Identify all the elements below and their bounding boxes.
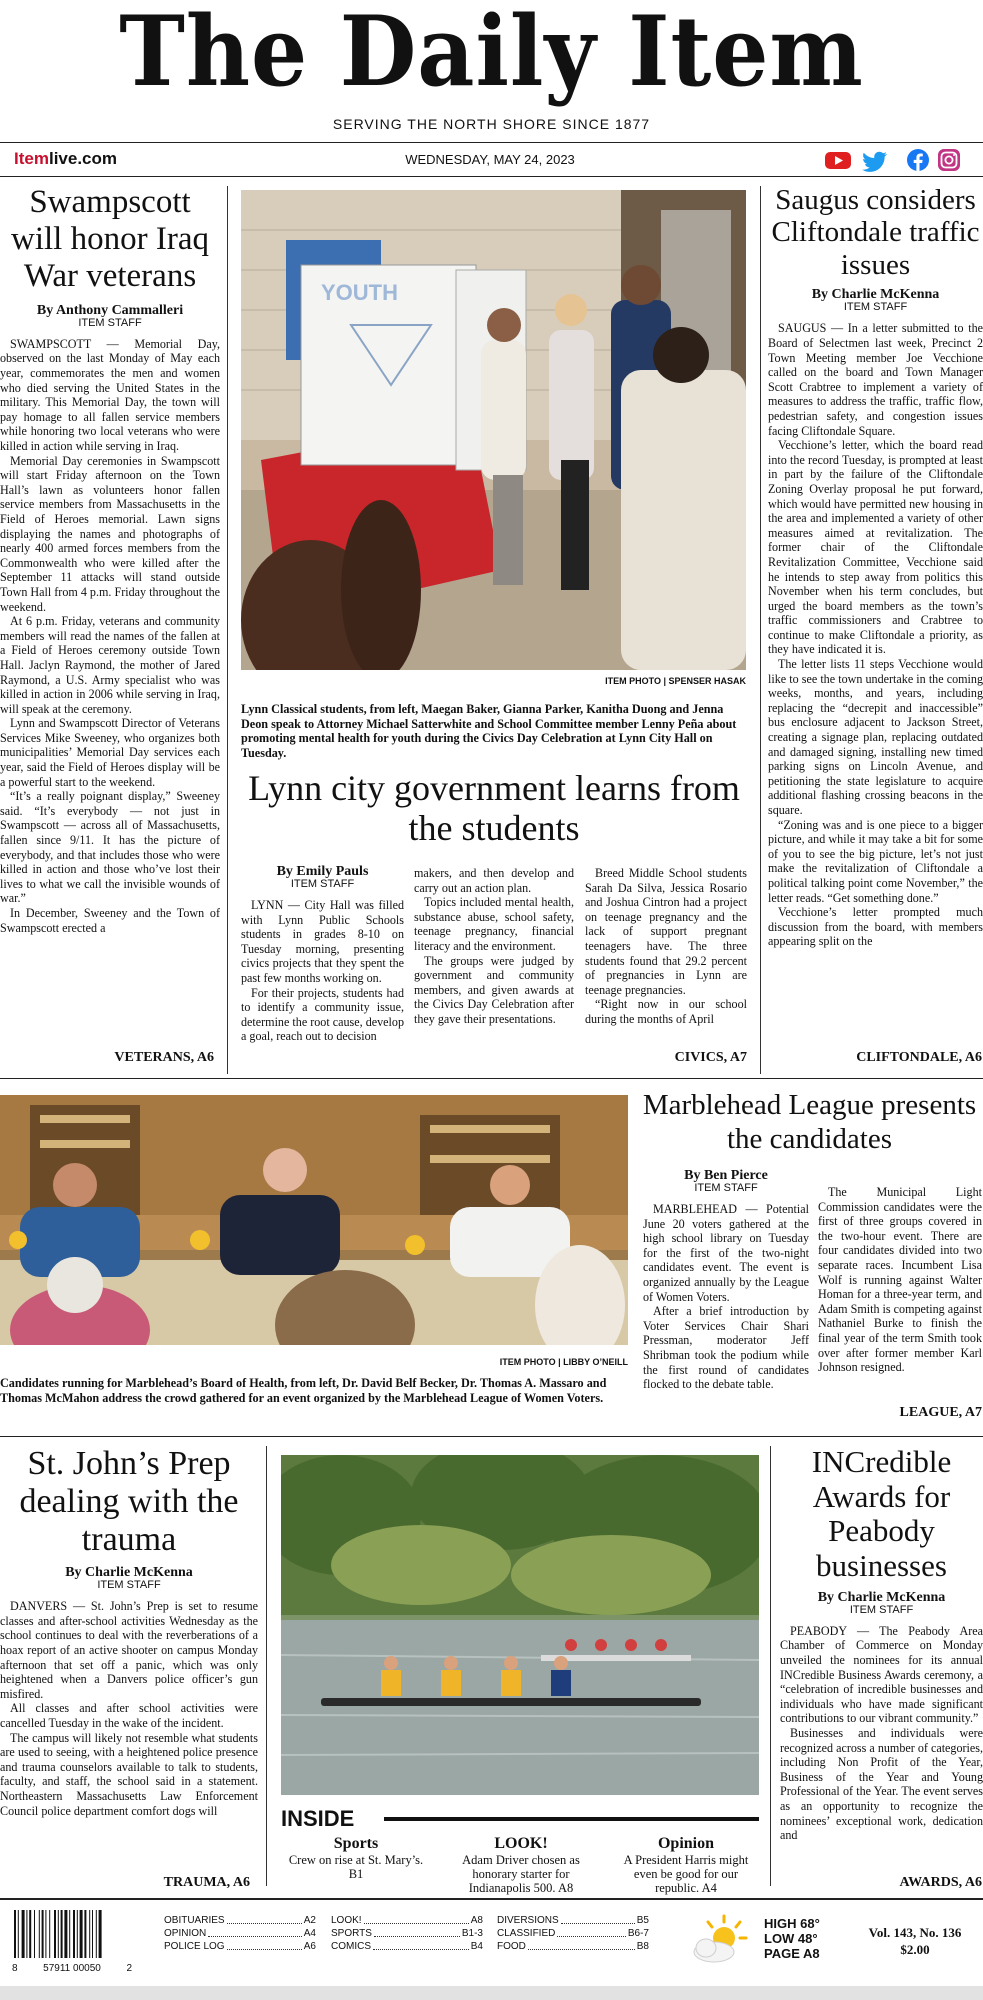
inside-rule	[384, 1817, 759, 1821]
jump-league[interactable]: LEAGUE, A7	[899, 1405, 982, 1420]
inside-item-opinion[interactable]: Opinion A President Harris might even be good for our republic. A4	[623, 1835, 749, 1895]
jump-trauma[interactable]: TRAUMA, A6	[163, 1875, 250, 1890]
byline-staff: ITEM STAFF	[694, 1182, 758, 1194]
photo-crew-rowing	[281, 1455, 759, 1795]
facebook-icon	[907, 149, 929, 171]
marblehead-col1	[643, 1168, 809, 1452]
photo-students-city-hall	[241, 190, 746, 670]
byline-staff: ITEM STAFF	[78, 316, 142, 329]
byline-staff: ITEM STAFF	[843, 301, 908, 314]
barcode-bars	[12, 1910, 132, 1958]
social-icons	[823, 147, 973, 173]
photo-credit: ITEM PHOTO | SPENSER HASAK	[605, 676, 746, 686]
newspaper-title: The Daily Item	[119, 0, 864, 108]
byline: By Emily Pauls	[276, 864, 369, 879]
issue-date: WEDNESDAY, MAY 24, 2023	[405, 152, 575, 167]
footer-rule	[0, 1898, 983, 1900]
index-item[interactable]: SPORTS B1-3	[331, 1928, 483, 1939]
partly-sunny-icon	[688, 1912, 750, 1968]
index-item[interactable]: OPINION A4	[164, 1928, 316, 1939]
article-body: LYNN — City Hall was filled with Lynn Public Schools students in grades 8-10 on Tuesday morning, presenting civics projects that they spent the past few months working on. For their projects, students had to identify a community issue, determine the root cause, develop a goal, reach out to decision	[241, 898, 404, 1044]
inside-item-sports[interactable]: Sports Crew on rise at St. Mary’s. B1	[288, 1835, 424, 1881]
youtube-icon	[825, 152, 851, 169]
bottom-strip	[0, 1986, 983, 2000]
price: $2.00	[900, 1942, 930, 1957]
column-rule	[227, 186, 228, 1074]
article-body: SWAMPSCOTT — Memorial Day, observed on the last Monday of May each year, commemorates the men and women who died serving the United States in the military. This Memorial Day, the town will pay homage to all fallen service members while honoring two local veterans who were killed in action while serving in Iraq. Memorial Day ceremonies in Swampscott will start Friday afternoon on the Town Hall’s lawn as volunteers honor fallen service members from Massachusetts in the Field of Heroes memorial. Lawn signs displaying the names and photographs of nearly 400 armed forces members from the Commonwealth who were killed after the September 11 attacks will stand outside Town Hall from 4 p.m. Friday throughout the weekend. At 6 p.m. Friday, veterans and community members will read the names of the fallen at a Field of Heroes ceremony outside Town Hall. Jaclyn Raymond, the mother of Jared Raymond, a U.S. Army specialist who was killed in action in 2006 while serving in Iraq, will speak at the ceremony. Lynn and Swampscott Director of Veterans Services Mike Sweeney, who organizes both municipalities’ Memorial Day services each year, said the Field of Heroes display will be a powerful start to the weekend. “It’s a really poignant display,” Sweeney said. “It’s everybody — not just in Swampscott — across all of Massachusetts, fallen since 9/11. It has the picture of everybody, and that includes those who were killed in action and those who’ve lost their lives to what we call the invisible wounds of war.” In December, Sweeney and the Town of Swampscott erected a	[0, 336, 220, 935]
story-incredible	[780, 1445, 983, 1862]
lynn-col3: Breed Middle School students Sarah Da Silva, Jessica Rosario and Joshua Cintron had a project on teenage pregnancy and the lack of support pregnant teenagers have. The three students found that 29.2 percent of pregnancies in Lynn are teenage pregnancies. “Right now in our school during the months of April	[585, 866, 747, 1026]
masthead	[0, 0, 983, 140]
byline-staff: ITEM STAFF	[290, 878, 355, 890]
weather-page: PAGE A8	[764, 1946, 820, 1961]
weather	[764, 1916, 820, 1961]
section-rule	[0, 1078, 983, 1079]
byline: By Charlie McKenna	[817, 1589, 946, 1605]
jump-civics[interactable]: CIVICS, A7	[674, 1050, 747, 1065]
column-rule	[266, 1446, 267, 1886]
byline-staff: ITEM STAFF	[97, 1579, 161, 1592]
index-item[interactable]: DIVERSIONS B5	[497, 1915, 649, 1926]
headline-incredible[interactable]: INCredible Awards for Peabody businesses	[811, 1444, 952, 1584]
volume-number: Vol. 143, No. 136	[868, 1925, 962, 1940]
headline-stjohns[interactable]: St. John’s Prep dealing with the trauma	[19, 1445, 239, 1559]
jump-cliftondale[interactable]: CLIFTONDALE, A6	[856, 1050, 982, 1065]
inside-box	[281, 1835, 761, 1895]
column-rule	[770, 1446, 771, 1886]
twitter-icon	[862, 152, 887, 172]
photo-caption: Candidates running for Marblehead’s Board of Health, from left, Dr. David Belf Becker, Dr. Thomas A. Massaro and Thomas McMahon address the crowd gathered for an event organized by the Marblehead League of Women Voters.	[0, 1376, 607, 1405]
marblehead-photo	[0, 1095, 628, 1345]
headline-swampscott[interactable]: Swampscott will honor Iraq War veterans	[11, 184, 209, 294]
article-body: PEABODY — The Peabody Area Chamber of Commerce on Monday unveiled the nominees for its annual INCredible Business Awards ceremony, a “celebration of incredible businesses and individuals who have made significant contributions to our vibrant community.” Businesses and individuals were recognized across a number of categories, including Non Profit of the Year, Business of the Year and Young Professional of the Year. The event serves as an opportunity to recognize the nominees’ exceptional work, dedication and	[780, 1623, 983, 1843]
index-item[interactable]: FOOD B8	[497, 1941, 649, 1952]
story-swampscott	[0, 184, 220, 973]
index-item[interactable]: CLASSIFIED B6-7	[497, 1928, 649, 1939]
issue-info	[855, 1924, 975, 1958]
byline: By Charlie McKenna	[811, 287, 940, 303]
byline-staff: ITEM STAFF	[849, 1603, 914, 1616]
index-item[interactable]: OBITUARIES A2	[164, 1915, 316, 1926]
index-col-1	[164, 1914, 316, 1953]
headline-marblehead[interactable]: Marblehead League presents the candidates	[642, 1089, 977, 1155]
rowing-photo	[281, 1455, 759, 1795]
column-rule	[760, 186, 761, 1074]
photo-candidates-forum	[0, 1095, 628, 1345]
marblehead-col2: The Municipal Light Commission candidates were the first of three groups covered in the two-hour event. There are four candidates divided into two separate races. Incumbent Lisa Wolf is running against Walter Homan for a three-year term, and Adam Smith is competing against Nathaniel Burke to finish the final year of the term Smith took over after former member Karl Johnson resigned.	[818, 1185, 982, 1375]
svg-text:YOUTH: YOUTH	[321, 280, 398, 305]
byline: By Anthony Cammalleri	[36, 302, 184, 318]
index-col-2	[331, 1914, 483, 1953]
lynn-col2: makers, and then develop and carry out an action plan. Topics included mental health, substance abuse, school safety, teenage pregnancy, financial literacy and the environment. The groups were judged by government and community members, and given awards at the Civics Day Celebration after they gave their presentations.	[414, 866, 574, 1026]
index-item[interactable]: POLICE LOG A6	[164, 1941, 316, 1952]
site-link[interactable]: Itemlive.com	[14, 149, 118, 168]
lead-photo	[241, 190, 746, 670]
headline-saugus[interactable]: Saugus considers Cliftondale traffic issues	[771, 184, 980, 281]
article-body: DANVERS — St. John’s Prep is set to resume classes and after-school activities Wednesday as the school continues to deal with the reverberations of a hoax report of an active shooter on campus Monday afternoon that set off a panic, which was only heightened when a Danvers police officer’s gun misfired. All classes and after school activities were cancelled Tuesday in the wake of the incident. The campus will likely not resemble what students are used to seeing, with a heightened police presence and trauma counselors available to talk to students, faculty, and staff, the school said in a statement. Northeastern Massachusetts Law Enforcement Council police department comfort dogs will	[0, 1599, 258, 1818]
barcode: 8 57911 00050 2	[12, 1910, 132, 1972]
photo-credit: ITEM PHOTO | LIBBY O’NEILL	[499, 1357, 628, 1367]
photo-caption: Lynn Classical students, from left, Maegan Baker, Gianna Parker, Kanitha Duong and Jenna Deon speak to Attorney Michael Satterwhite and School Committee member Lenny Peña about promoting mental health for youth during the Civics Day Celebration at Lynn City Hall on Tuesday.	[241, 702, 737, 760]
lynn-col1	[241, 864, 404, 1068]
story-saugus	[768, 184, 983, 1011]
masthead-rule	[0, 142, 983, 143]
article-body: SAUGUS — In a letter submitted to the Board of Selectmen last week, Precinct 2 Town Meeting member Joe Vecchione called on the board and Town Manager Scott Crabtree to implement a variety of measures to address the traffic, traffic flow, pedestrian safety, and congestion issues facing Cliftondale Square. Vecchione’s letter, which the board read into the record Tuesday, is prompted at least in part by the failure of the Cliftondale Zoning Overlay proposal he put forward, which would have permitted new housing in the area and implemented a variety of other measures aimed at revitalization. The former chair of the Cliftondale Revitalization Committee, Vecchione said he intends to step away from politics this November when his term concludes, but urged the board members as the town’s traffic commissioners and Crabtree to continue to make Cliftondale a priority, as they have indicated it is. The letter lists 11 steps Vecchione would like to see the town undertake in the coming weeks, months, and years, including replacing the “decrepit and inaccessible” bus enclosure adjacent to Jackson Street, creating a signage plan, replacing outdated and damaged signing, installing new timed parking signs on Lincoln Avenue, and petitioning the state legislature to acquire additional flashing crossing beacons in the square. “Zoning was and is one piece to a bigger picture, and while it may take a bit for some of you to see the big picture, let’s not just make the revitalization of Cliftondale a political talking point come November,” the letter reads. “Get something done.” Vecchione’s letter prompted much discussion from the board, with members appearing split on the	[768, 321, 983, 949]
instagram-icon	[938, 149, 960, 171]
section-rule	[0, 1436, 983, 1437]
story-stjohns	[0, 1445, 258, 1869]
weather-low: LOW 48°	[764, 1931, 818, 1946]
byline: By Ben Pierce	[684, 1168, 768, 1183]
masthead-tagline: SERVING THE NORTH SHORE SINCE 1877	[332, 116, 651, 132]
byline: By Charlie McKenna	[65, 1565, 193, 1581]
inside-label: INSIDE	[281, 1806, 355, 1831]
weather-high: HIGH 68°	[764, 1916, 820, 1931]
date-rule	[0, 176, 983, 177]
index-col-3	[497, 1914, 649, 1953]
index-item[interactable]: COMICS B4	[331, 1941, 483, 1952]
inside-item-look[interactable]: LOOK! Adam Driver chosen as honorary starter for Indianapolis 500. A8	[462, 1835, 580, 1895]
article-body: MARBLEHEAD — Potential June 20 voters gathered at the high school library on Tuesday for the first of the two-night candidates event. The event is organized annually by the League of Women Voters. After a brief introduction by Voter Services Chair Shari Pressman, moderator Jeff Shribman took the podium while the first round of candidates flocked to the debate table.	[643, 1202, 809, 1392]
jump-awards[interactable]: AWARDS, A6	[899, 1875, 982, 1890]
jump-veterans[interactable]: VETERANS, A6	[114, 1050, 214, 1065]
index-item[interactable]: LOOK! A8	[331, 1915, 483, 1926]
headline-lynn[interactable]: Lynn city government learns from the students	[248, 768, 740, 848]
